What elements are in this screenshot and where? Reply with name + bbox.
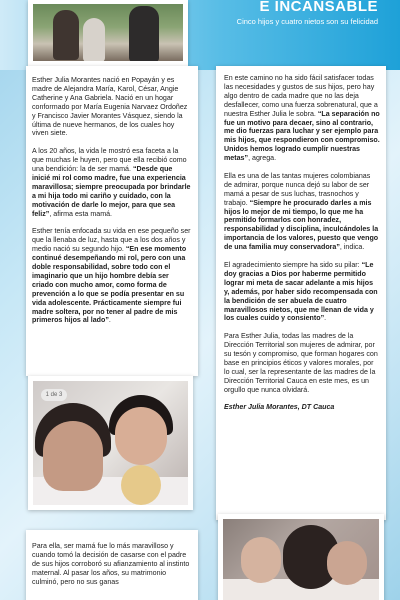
grandchildren-photo: [218, 514, 384, 600]
left-paragraph-2: A los 20 años, la vida le mostró esa faceta a la que muchas le huyen, pero que ella recibió como una bendición: la de ser mamá. “Desde que inicié mi rol como madre, fue una experiencia maravillosa; siempre preocupada por brindarle a mi hija todo mi cariño y cuidado, con la motivación de darle lo mejor, para que sea feliz”, afirma esta mamá.: [32, 147, 191, 218]
grandchildren-photo-image: [223, 519, 379, 600]
left-paragraph-1: Esther Julia Morantes nació en Popayán y es madre de Alejandra María, Karol, César, Angie Catherine y Ana Gabriela. Nació en un hogar conformado por María Eugenia Narvaez Ordoñez y Francisco Javier Morantes Vásquez, siendo la última de nueve hermanos, de los cuales hoy viven siete.: [32, 76, 188, 138]
left-paragraph-3: Esther tenía enfocada su vida en ese pequeño ser que la llenaba de luz, hasta que a los dos años y medio nació su segundo hijo. “En ese momento continué desempeñando mi rol, pero con una doble responsabilidad, sobre todo con el imaginario que un hijo hombre debía ser criado con mucho amor, como forma de prevención a lo que se podía presentar en su vida adolescente. Prácticamente siempre fui madre soltera, por no tener al padre de mis primeros hijos al lado”.: [32, 227, 191, 325]
right-paragraph-4: Para Esther Julia, todas las madres de la Dirección Territorial son mujeres de admirar, por su tesón y compromiso, que forman hogares con base en principios éticos y valores morales, por lo cual, ser la representante de las madres de la Dirección Territorial Cauca en este mes, es un orgullo que nunca olvidará.: [224, 332, 378, 394]
mother-daughter-photo: [28, 376, 193, 510]
right-paragraph-3: El agradecimiento siempre ha sido su pilar: “Le doy gracias a Dios por haberme permitido lograr mi meta de sacar adelante a mis hijos y, además, por haber sido recompensada con la bendición de ser abuela de cuatro maravillosos nietos, que me llenan de vida y los cuales cuido y consiento”.: [224, 261, 378, 323]
right-paragraph-1: En este camino no ha sido fácil satisfacer todas las necesidades y gustos de sus hijos, pero hay algo dentro de cada madre que no las deja desfallecer, como una fuerza sobrenatural, que a nuestra Esther Julia le sobra. “La separación no fue un motivo para decaer, sino al contrario, me dio fuerzas para luchar y ser ejemplo para mis hijos, que respondieron con compromiso. Unidos hemos logrado cumplir nuestras metas”, agrega.: [224, 74, 380, 163]
family-photo-top: [28, 0, 188, 66]
left-column: [28, 70, 196, 334]
family-photo-top-image: [33, 4, 183, 61]
left-paragraph-4: Para ella, ser mamá fue lo más maravilloso y cuando tomó la decisión de casarse con el padre de sus hijos corroboró su afianzamiento al instinto maternal. Al pasar los años, su matrimonio culminó, pero no sus ganas: [32, 542, 190, 586]
photo-counter-badge[interactable]: 1 de 3: [41, 389, 67, 401]
right-column: [220, 70, 384, 421]
article-title: E INCANSABLE: [259, 0, 378, 15]
left-column-lower: [28, 540, 196, 595]
author-signature: Esther Julia Morantes, DT Cauca: [224, 403, 335, 412]
right-paragraph-2: Ella es una de las tantas mujeres colombianas de admirar, porque nunca dejó su labor de ser mamá a pesar de sus luchas, trasnochos y trabajo. “Siempre he procurado darles a mis hijos lo mejor de mi tiempo, lo que me ha permitido formarlos con honradez, responsabilidad y disciplina, inculcándoles la importancia de los valores, puesto que vengo de una familia muy conservadora”, indica.: [224, 171, 379, 252]
article-subtitle: Cinco hijos y cuatro nietos son su felicidad: [236, 17, 378, 26]
mother-daughter-photo-image: [33, 381, 188, 505]
